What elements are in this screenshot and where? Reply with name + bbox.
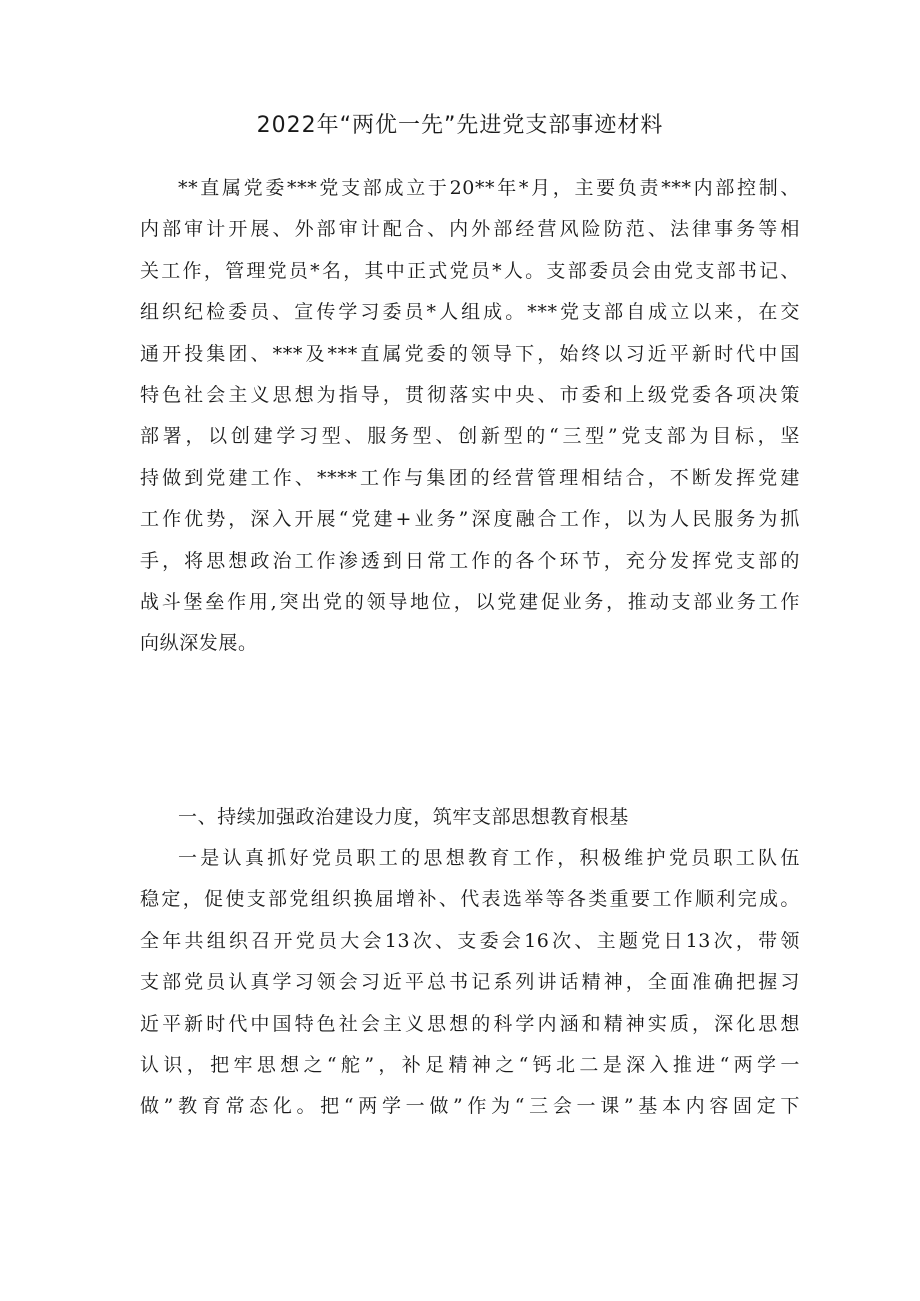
body-paragraph-2 <box>140 838 800 1128</box>
paragraph-line: 特色社会主义思想为指导，贯彻落实中央、市委和上级党委各项决策 <box>140 384 800 407</box>
paragraph-line: **直属党委***党支部成立于20**年*月，主要负责***内部控制、 <box>178 177 800 199</box>
paragraph-line: 持做到党建工作、****工作与集团的经营管理相结合，不断发挥党建 <box>140 466 800 489</box>
paragraph-line: 做”教育常态化。把“两学一做”作为“三会一课”基本内容固定下 <box>140 1095 800 1118</box>
paragraph-line: 战斗堡垒作用,突出党的领导地位，以党建促业务，推动支部业务工作 <box>140 591 800 614</box>
paragraph-line: 全年共组织召开党员大会13次、支委会16次、主题党日13次，带领 <box>140 929 800 952</box>
paragraph-line: 关工作，管理党员*名，其中正式党员*人。支部委员会由党支部书记、 <box>140 259 800 282</box>
paragraph-line: 认识，把牢思想之“舵”，补足精神之“钙北二是深入推进“两学一 <box>140 1054 800 1077</box>
body-paragraph-1 <box>140 168 800 665</box>
paragraph-line: 手，将思想政治工作渗透到日常工作的各个环节，充分发挥党支部的 <box>140 549 800 572</box>
paragraph-line: 内部审计开展、外部审计配合、内外部经营风险防范、法律事务等相 <box>140 218 800 241</box>
paragraph-line: 向纵深发展。 <box>140 632 258 655</box>
paragraph-line: 部署，以创建学习型、服务型、创新型的“三型”党支部为目标，坚 <box>140 425 800 448</box>
paragraph-line: 组织纪检委员、宣传学习委员*人组成。***党支部自成立以来，在交 <box>140 301 800 324</box>
paragraph-line: 支部党员认真学习领会习近平总书记系列讲话精神，全面准确把握习 <box>140 971 800 994</box>
paragraph-line: 通开投集团、***及***直属党委的领导下，始终以习近平新时代中国 <box>140 342 800 365</box>
paragraph-line: 一是认真抓好党员职工的思想教育工作，积极维护党员职工队伍 <box>178 847 800 869</box>
paragraph-line: 工作优势，深入开展“党建+业务”深度融合工作，以为人民服务为抓 <box>140 508 800 531</box>
paragraph-line: 近平新时代中国特色社会主义思想的科学内涵和精神实质，深化思想 <box>140 1012 800 1035</box>
paragraph-line: 稳定，促使支部党组织换届增补、代表选举等各类重要工作顺利完成。 <box>140 888 800 911</box>
section-heading-1: 一、持续加强政治建设力度，筑牢支部思想教育根基 <box>178 806 629 828</box>
document-title: 2022年“两优一先”先进党支部事迹材料 <box>256 113 664 138</box>
